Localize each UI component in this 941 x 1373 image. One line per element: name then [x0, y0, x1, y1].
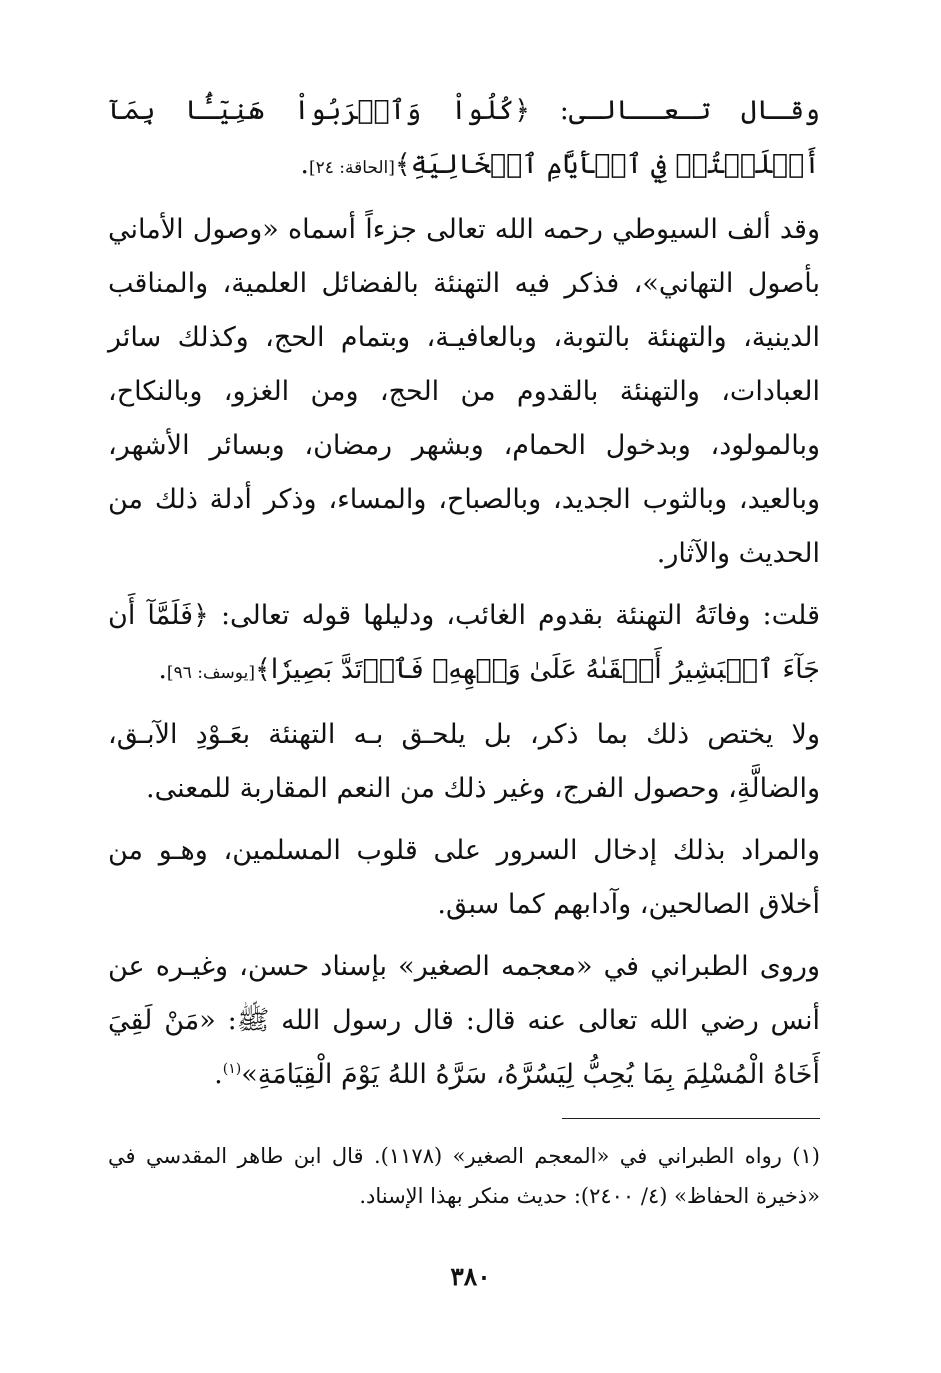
- paragraph-purpose: والمراد بذلك إدخال السرور على قلوب المسلمين، وهـو من أخلاق الصالحين، وآدابهم كما سبق.: [108, 835, 820, 920]
- paragraph-hadith: [108, 940, 820, 1102]
- paragraph-not-limited: ولا يختص ذلك بما ذكر، بل يلحـق بـه التهنئة بعَـوْدِ الآبـق، والضالَّةِ، وحصول الفرج، وغير ذلك من النعم المقاربة للمعنى.: [108, 719, 820, 804]
- page-number: ٣٨٠: [450, 1262, 491, 1291]
- period: .: [300, 149, 309, 180]
- footnote-1: (١) رواه الطبراني في «المعجم الصغير» (١١٧٨). قال ابن طاهر المقدسي في «ذخيرة الحفاظ» (٤/ ٢٤٠٠): حديث منكر بهذا الإسناد.: [108, 1144, 820, 1208]
- paragraph-lead: وروى الطبراني في «معجمه الصغير» بإسناد حسن، وغيـره عن أنس رضي الله تعالى عنه قال: قال رسول الله ﷺ:: [108, 951, 820, 1036]
- quran-verse: ﴿كُلُواْ وَٱشۡرَبُواْ هَنِيٓـَٔۢا بِمَآ أَسۡلَفۡتُمۡ فِي ٱلۡأَيَّامِ ٱلۡخَالِيَةِ﴾: [108, 95, 820, 180]
- hadith-text: «مَنْ لَقِيَ أَخَاهُ الْمُسْلِمَ بِمَا يُحِبُّ لِيَسُرَّهُ، سَرَّهُ اللهُ يَوْمَ الْقِيَامَةِ»: [108, 1005, 820, 1090]
- footnote-divider: [562, 1118, 820, 1119]
- paragraph-lead: وقـال تـعــالـى:: [530, 95, 820, 126]
- quran-verse: ﴿فَلَمَّآ أَن جَآءَ ٱلۡبَشِيرُ أَلۡقَىٰهُ عَلَىٰ وَجۡهِهِۦ فَٱرۡتَدَّ بَصِيرٗا﴾: [108, 600, 820, 685]
- paragraph-returning-traveler: [108, 589, 820, 700]
- verse-reference: [الحاقة: ٢٤]: [308, 158, 395, 178]
- paragraph-quran-haqqa: [108, 84, 820, 195]
- paragraph-suyuti: وقد ألف السيوطي رحمه الله تعالى جزءاً أسماه «وصول الأماني بأصول التهاني»، فذكر فيه التهنئة بالفضائل العلمية، والمناقب الدينية، والتهنئة بالتوبة، وبالعافيـة، وبتمام الحج، وكذلك سائر العبادات، والتهنئة بالقدوم من الحج، ومن الغزو، وبالنكاح، وبالمولود، وبدخول الحمام، وبشهر رمضان، وبسائر الأشهر، وبالعيد، وبالثوب الجديد، وبالصباح، والمساء، وذكر أدلة ذلك من الحديث والآثار.: [108, 214, 820, 569]
- period: .: [214, 1059, 223, 1090]
- footnotes: [108, 1136, 820, 1216]
- footnote-marker: (١): [222, 1061, 242, 1077]
- paragraph-lead: قلت: وفاتَهُ التهنئة بقدوم الغائب، ودليلها قوله تعالى:: [208, 600, 820, 631]
- verse-reference: [يوسف: ٩٦]: [166, 663, 255, 683]
- main-text: [108, 84, 820, 1110]
- period: .: [158, 654, 167, 685]
